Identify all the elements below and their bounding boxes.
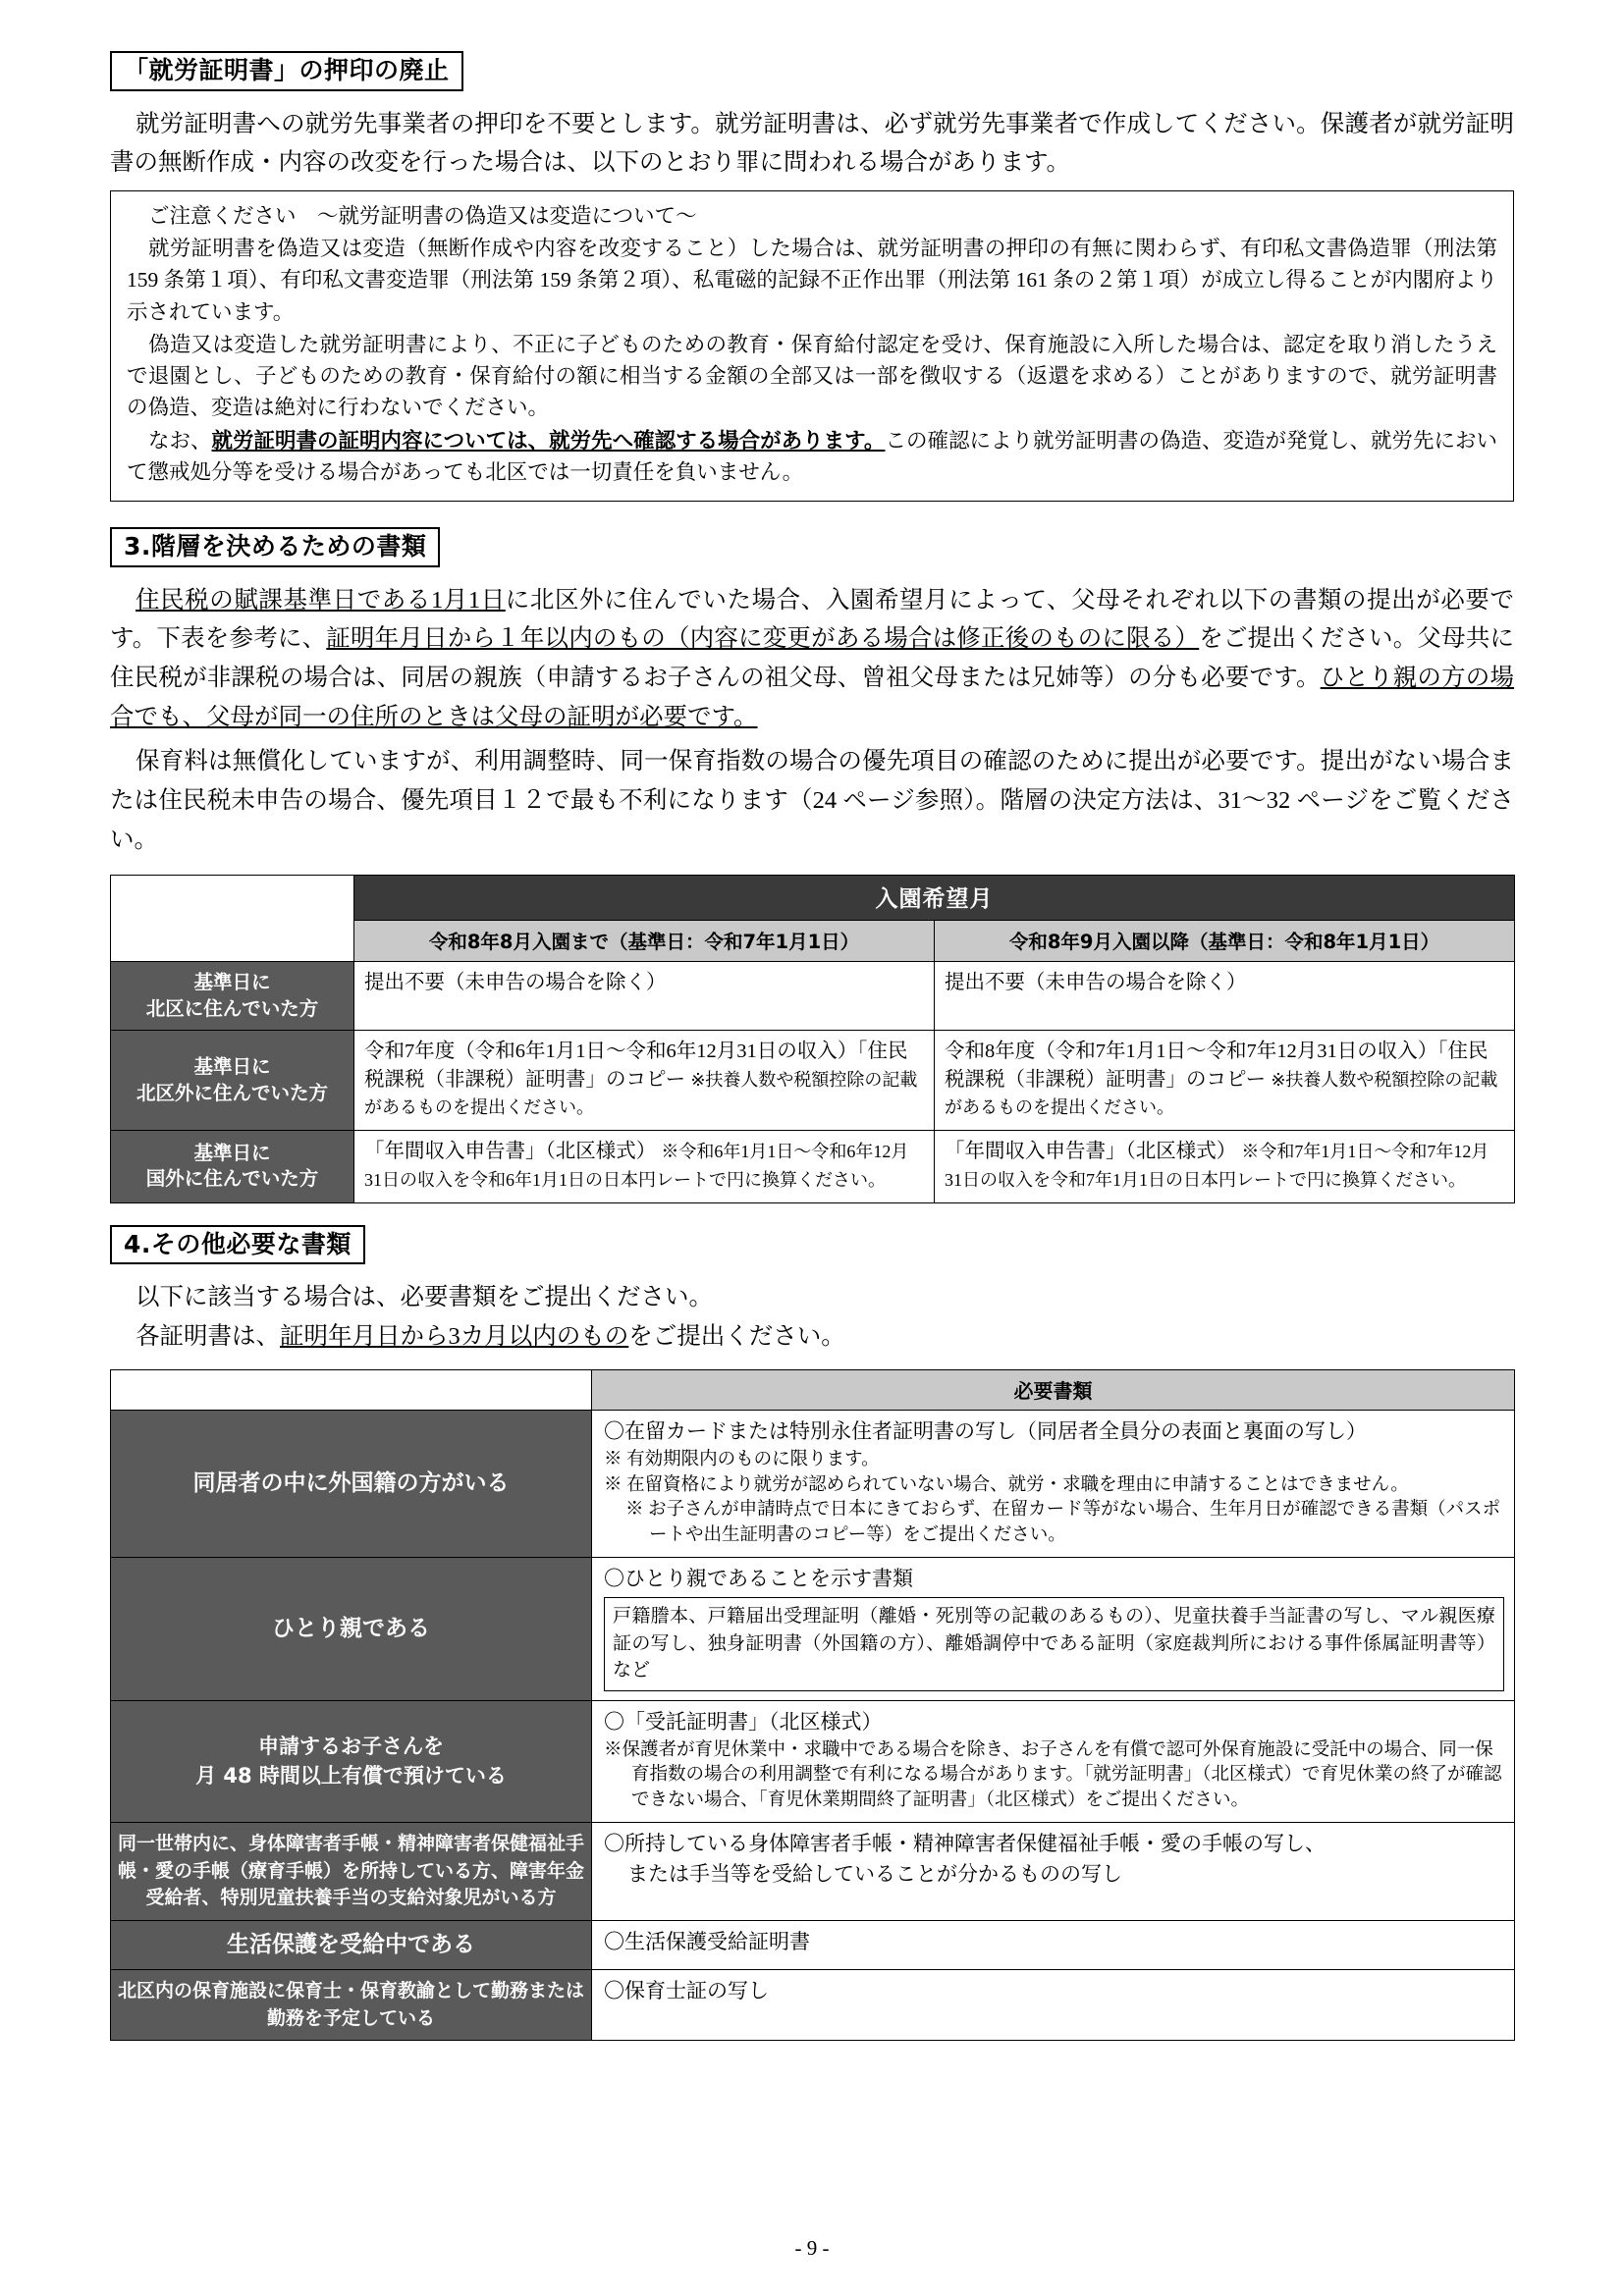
- s4p2-post: をご提出ください。: [628, 1322, 845, 1350]
- table1-row2-label: [111, 1031, 354, 1131]
- row2-inner-box: 戸籍謄本、戸籍届出受理証明（離婚・死別等の記載のあるもの）、児童扶養手当証書の写し、マル親医療証の写し、独身証明書（外国籍の方）、離婚調停中である証明（家庭裁判所における事件係属証明書等）など: [604, 1597, 1504, 1691]
- table-row: [111, 1558, 1515, 1700]
- row1-label-line2: 北区に住んでいた方: [145, 996, 319, 1020]
- table1-row1-label: [111, 962, 354, 1031]
- section-heading-wrap-3: [110, 527, 1514, 567]
- row2-col2-text: 令和8年度（令和7年1月1日〜令和7年12月31日の収入）「住民税課税（非課税）証明書」のコピー: [945, 1041, 1489, 1091]
- row4-lead-2: または手当等を受給していることが分かるものの写し: [627, 1861, 1122, 1886]
- table2-row5-condition: 生活保護を受給中である: [111, 1920, 592, 1969]
- table-row: [111, 1823, 1515, 1921]
- caution-paragraph-3: [127, 425, 1497, 489]
- table-row: [111, 1131, 1515, 1202]
- table1-row3-col1: [354, 1131, 935, 1202]
- table2-row1-documents: [592, 1411, 1515, 1558]
- row3-label-line2: 国外に住んでいた方: [145, 1167, 319, 1191]
- table-row: [111, 921, 1515, 962]
- tier-documents-table: [110, 875, 1515, 1202]
- table-row: [111, 1920, 1515, 1969]
- row3-cond-line1: 申請するお子さんを: [258, 1734, 444, 1758]
- table-row: [111, 1370, 1515, 1411]
- row3-col1-text: 「年間収入申告書」（北区様式）: [364, 1141, 657, 1163]
- row3-label-line1: 基準日に: [193, 1142, 271, 1164]
- table-row: [111, 1411, 1515, 1558]
- section1-paragraph: 就労証明書への就労先事業者の押印を不要とします。就労証明書は、必ず就労先事業者で作成してください。保護者が就労証明書の無断作成・内容の改変を行った場合は、以下のとおり罪に問われる場合があります。: [110, 110, 1514, 177]
- table2-row4-condition: 同一世帯内に、身体障害者手帳・精神障害者保健福祉手帳・愛の手帳（療育手帳）を所持している方、障害年金受給者、特別児童扶養手当の支給対象児がいる方: [111, 1823, 592, 1921]
- s3p1-underline-a: 住民税の賦課基準日である1月1日: [135, 586, 506, 614]
- table-row: [111, 962, 1515, 1031]
- section-heading-wrap-4: [110, 1225, 1514, 1265]
- row1-col1-text: 提出不要（未申告の場合を除く）: [364, 972, 667, 994]
- table1-row1-col2: [935, 962, 1515, 1031]
- row1-col2-text: 提出不要（未申告の場合を除く）: [945, 972, 1247, 994]
- row1-note-3: ※ お子さんが申請時点で日本にきておらず、在留カード等がない場合、生年月日が確認できる書類（パスポートや出生証明書のコピー等）をご提出ください。: [625, 1500, 1501, 1545]
- caution-paragraph-1: 就労証明書を偽造又は変造（無断作成や内容を改変すること）した場合は、就労証明書の押印の有無に関わらず、有印私文書偽造罪（刑法第 159 条第１項）、有印私文書変造罪（刑法第 159 条第２項）、私電磁的記録不正作出罪（刑法第 161 条の２第１項）が成立し得ることが内閣府より示されています。: [127, 237, 1497, 324]
- table2-header: 必要書類: [592, 1370, 1515, 1411]
- row2-col1-text: 令和7年度（令和6年1月1日〜令和6年12月31日の収入）「住民税課税（非課税）証明書」のコピー: [364, 1041, 908, 1091]
- s4p2-emphasis: 証明年月日から3カ月以内のもの: [280, 1322, 629, 1350]
- caution-title: ご注意ください 〜就労証明書の偽造又は変造について〜: [148, 203, 697, 228]
- row2-label-line2: 北区外に住んでいた方: [135, 1081, 328, 1104]
- row3-col1-note: ※令和6年1月1日〜令和6年12月31日の収入を令和6年1月1日の日本円レートで円に換算ください。: [364, 1142, 909, 1190]
- table2-row5-documents: [592, 1920, 1515, 1969]
- section4-paragraph-2: [110, 1317, 1514, 1357]
- table1-row2-col2: [935, 1031, 1515, 1131]
- table2-row1-condition: 同居者の中に外国籍の方がいる: [111, 1411, 592, 1558]
- row2-label-line1: 基準日に: [193, 1055, 271, 1079]
- row3-col2-note: ※令和7年1月1日〜令和7年12月31日の収入を令和7年1月1日の日本円レートで円に換算ください。: [945, 1142, 1489, 1190]
- table1-main-header: 入園希望月: [354, 876, 1515, 921]
- section-heading-wrap: [110, 51, 1514, 91]
- section-heading-other-documents: 4.その他必要な書類: [110, 1225, 365, 1265]
- row1-label-line1: 基準日に: [193, 971, 271, 994]
- row2-lead: 〇ひとり親であることを示す書類: [604, 1567, 913, 1591]
- s3p1-d: をご提出ください。父母共に住民税が非課税の場合は、同居の親族（申請するお子さんの祖父母、曾祖父母または兄姉等）の分も必要です。: [110, 625, 1515, 691]
- row2-col1-note: ※扶養人数や税額控除の記載があるものを提出ください。: [364, 1069, 918, 1118]
- row3-col2-text: 「年間収入申告書」（北区様式）: [945, 1141, 1237, 1163]
- row2-col2-note: ※扶養人数や税額控除の記載があるものを提出ください。: [945, 1069, 1498, 1118]
- table1-row3-col2: [935, 1131, 1515, 1202]
- table2-row2-condition: ひとり親である: [111, 1558, 592, 1700]
- table1-col1-header: 令和8年8月入園まで（基準日：令和7年1月1日）: [354, 921, 935, 962]
- row1-lead: 〇在留カードまたは特別永住者証明書の写し（同居者全員分の表面と裏面の写し）: [604, 1419, 1367, 1444]
- s3p1-b: に北区外に住んでいた場合、入園希望月によって、父母それぞれ以下の書類の提出が必要です。下表を参考に、: [110, 586, 1514, 653]
- row4-lead: 〇所持している身体障害者手帳・精神障害者保健福祉手帳・愛の手帳の写し、: [604, 1832, 1326, 1856]
- table2-row6-condition: 北区内の保育施設に保育士・保育教諭として勤務または勤務を予定している: [111, 1970, 592, 2041]
- section4-paragraph-1: 以下に該当する場合は、必要書類をご提出ください。: [135, 1284, 713, 1310]
- table1-row2-col1: [354, 1031, 935, 1131]
- row1-note-2: ※ 在留資格により就労が認められていない場合、就労・求職を理由に申請することはできません。: [604, 1474, 1409, 1495]
- table2-row3-condition: [111, 1700, 592, 1822]
- table1-col2-header: 令和8年9月入園以降（基準日：令和8年1月1日）: [935, 921, 1515, 962]
- section3-paragraph-1: [110, 581, 1514, 737]
- caution-p3-emphasis: 就労証明書の証明内容については、就労先へ確認する場合があります。: [211, 428, 886, 453]
- table-row: [111, 1031, 1515, 1131]
- section-heading-tier-documents: 3.階層を決めるための書類: [110, 527, 440, 567]
- caution-box: [110, 190, 1514, 502]
- section3-paragraph-2: 保育料は無償化していますが、利用調整時、同一保育指数の場合の優先項目の確認のために提出が必要です。提出がない場合または住民税未申告の場合、優先項目１２で最も不利になります（24 ページ参照）。階層の決定方法は、31〜32 ページをご覧ください。: [110, 748, 1514, 853]
- page-number: - 9 -: [794, 2236, 830, 2260]
- row3-note-1: ※保護者が育児休業中・求職中である場合を除き、お子さんを有償で認可外保育施設に受託中の場合、同一保育指数の場合の利用調整で有利になる場合があります。「就労証明書」（北区様式）で育児休業の終了が確認できない場合、「育児休業期間終了証明書」（北区様式）をご提出ください。: [604, 1739, 1502, 1810]
- other-documents-table: [110, 1369, 1515, 2041]
- s3p1-underline-c: 証明年月日から１年以内のもの（内容に変更がある場合は修正後のものに限る）: [326, 625, 1200, 653]
- table-row: [111, 876, 1515, 921]
- row3-lead: 〇「受託証明書」（北区様式）: [604, 1709, 883, 1734]
- table2-row4-documents: [592, 1823, 1515, 1921]
- table1-row1-col1: [354, 962, 935, 1031]
- table-row: [111, 1700, 1515, 1822]
- section-heading-stamp-abolition: 「就労証明書」の押印の廃止: [110, 51, 463, 91]
- row5-lead: 〇生活保護受給証明書: [604, 1929, 810, 1953]
- table2-row6-documents: [592, 1970, 1515, 2041]
- s3p1-underline-e: ひとり親の方の場合でも、父母が同一の住所のときは父母の証明が必要です。: [110, 665, 1515, 730]
- table2-row2-documents: [592, 1558, 1515, 1700]
- table1-row3-label: [111, 1131, 354, 1202]
- caution-p3-pre: なお、: [148, 428, 212, 453]
- s4p2-pre: 各証明書は、: [135, 1322, 280, 1350]
- caution-paragraph-2: 偽造又は変造した就労証明書により、不正に子どものための教育・保育給付認定を受け、保育施設に入所した場合は、認定を取り消したうえで退園とし、子どものための教育・保育給付の額に相当する金額の全部又は一部を徴収する（返還を求める）ことがありますので、就労証明書の偽造、変造は絶対に行わないでください。: [127, 332, 1497, 420]
- caution-p3-post: この確認により就労証明書の偽造、変造が発覚し、就労先において懲戒処分等を受ける場合があっても北区では一切責任を負いません。: [127, 428, 1497, 484]
- row3-cond-line2: 月 48 時間以上有償で預けている: [195, 1764, 507, 1789]
- row1-note-1: ※ 有効期限内のものに限ります。: [604, 1450, 880, 1470]
- row6-lead: 〇保育士証の写し: [604, 1979, 769, 2003]
- table-row: [111, 1970, 1515, 2041]
- table2-row3-documents: [592, 1700, 1515, 1822]
